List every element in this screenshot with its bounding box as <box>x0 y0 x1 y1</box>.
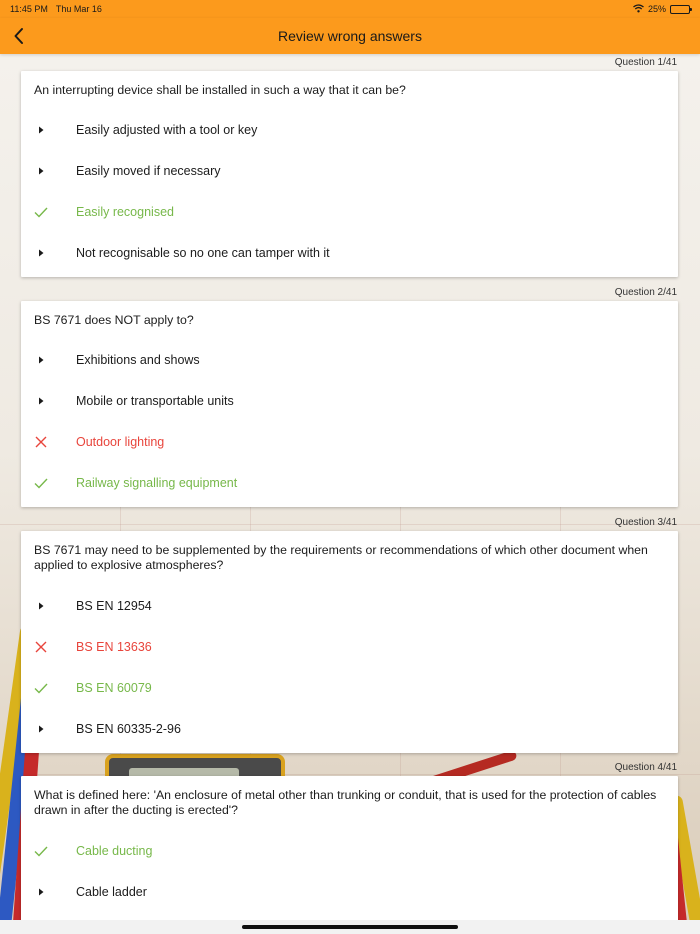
answer-text: Cable ducting <box>76 843 153 858</box>
questions-list[interactable] <box>0 54 700 920</box>
back-button[interactable] <box>8 24 32 48</box>
caret-right-icon <box>33 884 49 900</box>
answer-text: Not recognisable so no one can tamper with it <box>76 245 330 260</box>
wifi-icon <box>633 4 644 15</box>
chevron-left-icon <box>8 24 32 48</box>
battery-percent: 25% <box>647 4 666 14</box>
answer-text: Easily moved if necessary <box>76 163 221 178</box>
status-date: Thu Mar 16 <box>55 4 102 14</box>
answer-option[interactable] <box>21 191 678 232</box>
caret-right-icon <box>33 721 49 737</box>
caret-right-icon <box>33 245 49 261</box>
answer-text: BS EN 60079 <box>76 680 152 695</box>
answer-option[interactable] <box>21 339 678 380</box>
answer-option[interactable] <box>21 830 678 871</box>
question-card <box>21 301 678 507</box>
question-number: Question 3/41 <box>614 517 677 528</box>
answer-option[interactable] <box>21 232 678 273</box>
answer-text: Railway signalling equipment <box>76 475 238 490</box>
checkmark-icon <box>33 475 49 491</box>
caret-right-icon <box>33 393 49 409</box>
answer-text: Easily adjusted with a tool or key <box>76 122 258 137</box>
answer-text: Outdoor lighting <box>76 434 165 449</box>
checkmark-icon <box>33 204 49 220</box>
answer-option[interactable] <box>21 150 678 191</box>
answer-text: Exhibitions and shows <box>76 352 200 367</box>
question-card <box>21 531 678 753</box>
checkmark-icon <box>33 843 49 859</box>
answer-option[interactable] <box>21 585 678 626</box>
question-number: Question 2/41 <box>614 287 677 298</box>
answer-option[interactable] <box>21 462 678 503</box>
question-card <box>21 776 678 920</box>
answer-option[interactable] <box>21 708 678 749</box>
answer-text: Cable ladder <box>76 884 147 899</box>
status-bar <box>0 0 700 18</box>
answer-option[interactable] <box>21 421 678 462</box>
battery-icon <box>670 5 690 14</box>
question-text: BS 7671 may need to be supplemented by the requirements or recommendations of which other document when applied to explosive atmospheres? <box>34 543 648 572</box>
answer-option[interactable] <box>21 109 678 150</box>
question-text: An interrupting device shall be installed in such a way that it can be? <box>34 83 406 97</box>
caret-right-icon <box>33 352 49 368</box>
home-indicator[interactable] <box>242 925 458 929</box>
checkmark-icon <box>33 680 49 696</box>
question-text: What is defined here: 'An enclosure of metal other than trunking or conduit, that is used for the protection of cables drawn in after the ducting is erected'? <box>34 788 657 817</box>
caret-right-icon <box>33 122 49 138</box>
question-card <box>21 71 678 277</box>
question-number: Question 4/41 <box>614 762 677 773</box>
answer-text: Mobile or transportable units <box>76 393 234 408</box>
question-number: Question 1/41 <box>614 57 677 68</box>
answer-option[interactable] <box>21 380 678 421</box>
nav-bar <box>0 18 700 54</box>
answer-text: Easily recognised <box>76 204 174 219</box>
caret-right-icon <box>33 598 49 614</box>
caret-right-icon <box>33 163 49 179</box>
cross-icon <box>33 639 49 655</box>
answer-text: BS EN 60335-2-96 <box>76 721 181 736</box>
answer-option[interactable] <box>21 871 678 912</box>
page-title: Review wrong answers <box>278 28 422 44</box>
status-time: 11:45 PM <box>10 4 48 14</box>
answer-option[interactable] <box>21 667 678 708</box>
answer-text: BS EN 12954 <box>76 598 152 613</box>
cross-icon <box>33 434 49 450</box>
answer-option[interactable] <box>21 626 678 667</box>
answer-text: BS EN 13636 <box>76 639 152 654</box>
question-text: BS 7671 does NOT apply to? <box>34 313 194 327</box>
